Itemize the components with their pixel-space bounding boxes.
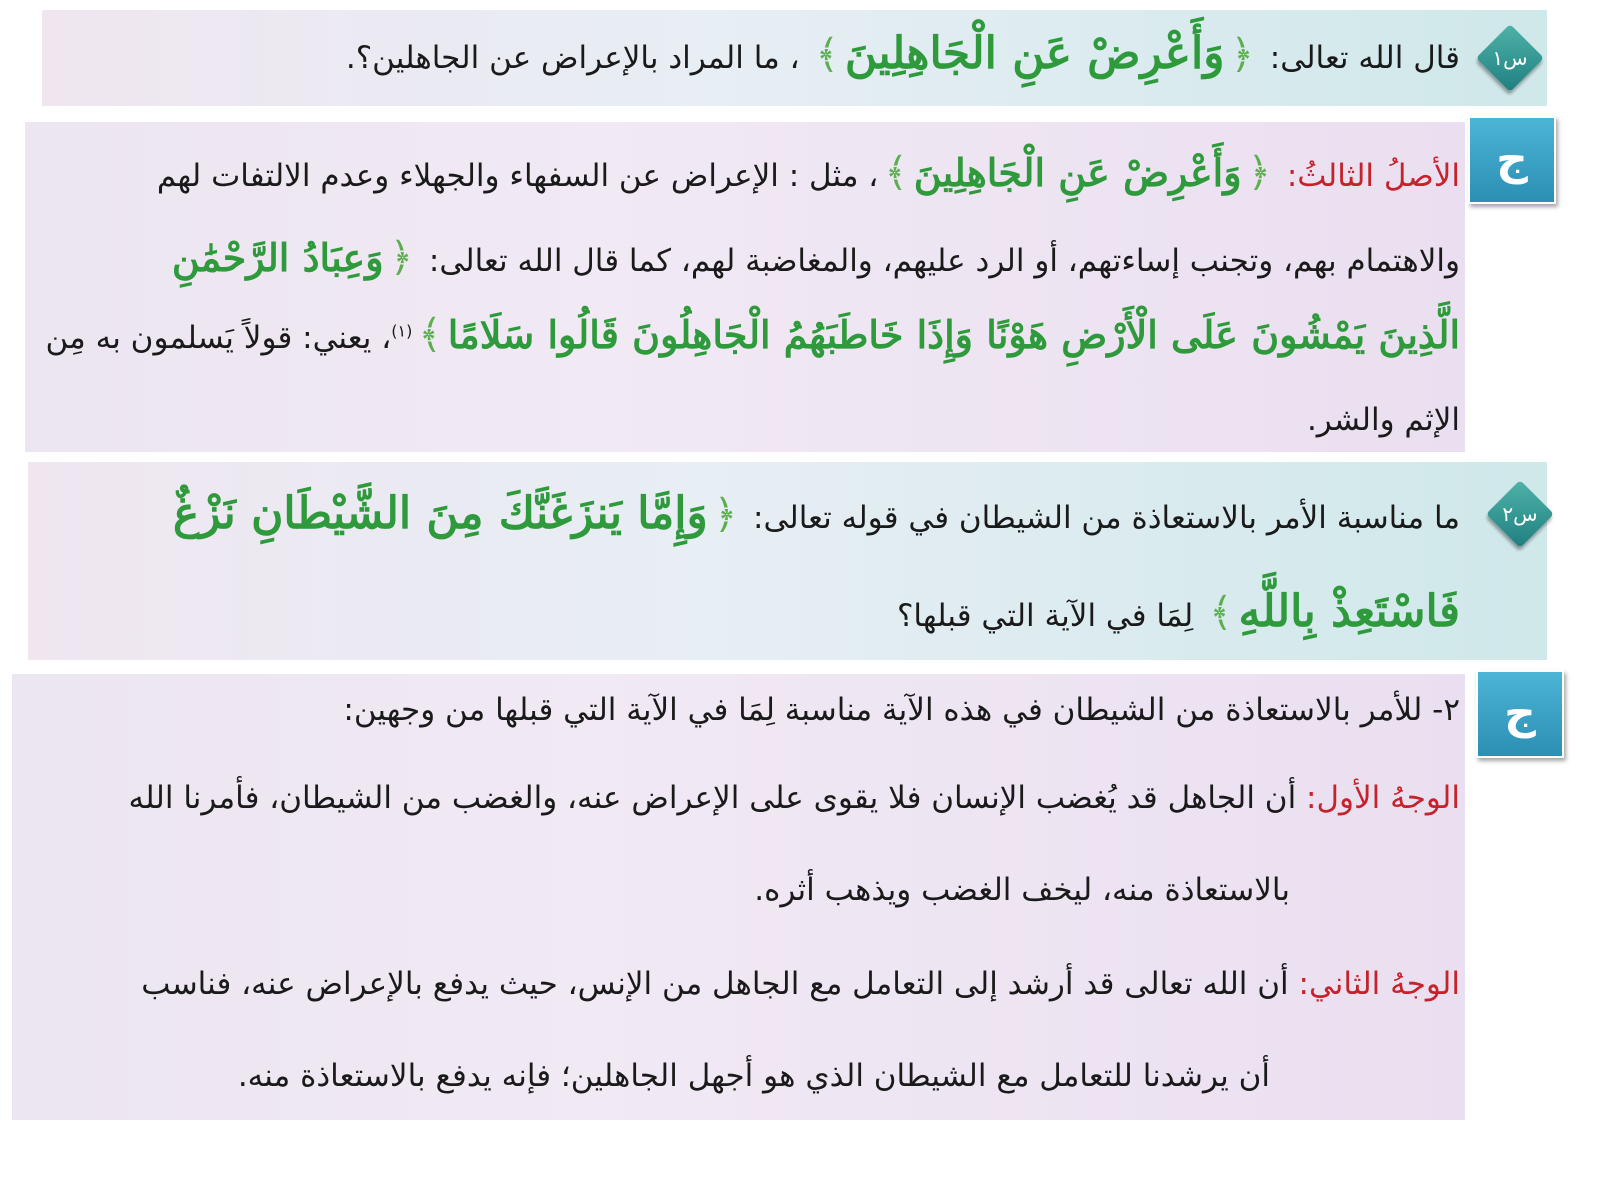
question-1-prefix: قال الله تعالى: xyxy=(1269,40,1460,76)
question-2-verse-2: فَاسْتَعِذْ بِاللَّهِ xyxy=(1238,586,1460,637)
answer-1-line-2-text: والاهتمام بهم، وتجنب إساءتهم، أو الرد عليهم، والمغاضبة لهم، كما قال الله تعالى: xyxy=(428,243,1460,279)
verse-bracket-open: ﴿ xyxy=(1230,32,1254,78)
question-1-verse: وَأَعْرِضْ عَنِ الْجَاهِلِينَ xyxy=(844,28,1225,79)
question-1-text xyxy=(346,28,1460,79)
answer-1-line-1 xyxy=(157,150,1460,196)
question-2-verse-1: وَإِمَّا يَنزَغَنَّكَ مِنَ الشَّيْطَانِ نَزْغٌ xyxy=(173,488,708,539)
answer-1-verse-2: وَعِبَادُ الرَّحْمَٰنِ xyxy=(171,235,384,280)
answer-2-line-2 xyxy=(129,780,1460,816)
question-2-line-1 xyxy=(173,488,1460,539)
question-1-suffix: ، ما المراد بالإعراض عن الجاهلين؟. xyxy=(345,40,800,76)
answer-1-badge: ج xyxy=(1468,116,1556,204)
answer-1-line-3-text: ، يعني: قولاً يَسلمون به مِن xyxy=(45,320,392,356)
verse-bracket-close: ﴾ xyxy=(884,150,908,196)
verse-bracket-open: ﴿ xyxy=(1247,150,1271,196)
question-1-badge-label: س١ xyxy=(1492,46,1528,70)
answer-2-line-5-text: أن يرشدنا للتعامل مع الشيطان الذي هو أجهل الجاهلين؛ فإنه يدفع بالاستعاذة منه. xyxy=(237,1058,1270,1094)
answer-2-line-4-text: أن الله تعالى قد أرشد إلى التعامل مع الجاهل من الإنس، حيث يدفع بالإعراض عنه، فناسب xyxy=(141,966,1289,1002)
question-2-line-2-text: لِمَا في الآية التي قبلها؟ xyxy=(896,598,1194,634)
answer-2-label-second: الوجهُ الثاني: xyxy=(1298,966,1460,1002)
answer-2-line-4 xyxy=(141,966,1460,1002)
verse-bracket-close: ﴾ xyxy=(1209,590,1233,636)
verse-bracket-open: ﴿ xyxy=(713,492,738,538)
answer-2-badge: ج xyxy=(1476,670,1564,758)
answer-2-line-2-text: أن الجاهل قد يُغضب الإنسان فلا يقوى على الإعراض عنه، والغضب من الشيطان، فأمرنا الله xyxy=(128,780,1297,816)
answer-2-label-first: الوجهُ الأول: xyxy=(1306,780,1460,816)
answer-1-line-2 xyxy=(172,235,1460,281)
question-1-badge xyxy=(1478,26,1542,90)
question-2-line-2 xyxy=(897,586,1460,637)
footnote-marker: (١) xyxy=(391,321,413,341)
answer-1-line-1-text: ، مثل : الإعراض عن السفهاء والجهلاء وعدم الالتفات لهم xyxy=(156,158,879,194)
verse-bracket-close: ﴾ xyxy=(815,32,839,78)
question-2-line-1-text: ما مناسبة الأمر بالاستعاذة من الشيطان في قوله تعالى: xyxy=(753,500,1460,536)
question-2-badge-label: س٢ xyxy=(1502,502,1538,526)
answer-2-line-3 xyxy=(754,872,1290,908)
answer-1-verse-1: وَأَعْرِضْ عَنِ الْجَاهِلِينَ xyxy=(913,150,1242,195)
answer-2-line-1-text: ٢- للأمر بالاستعاذة من الشيطان في هذه الآية مناسبة لِمَا في الآية التي قبلها من وجهين: xyxy=(343,692,1460,728)
answer-1-line-3 xyxy=(46,312,1460,358)
answer-2-line-5 xyxy=(238,1058,1270,1094)
verse-bracket-close: ﴾ xyxy=(418,312,442,358)
answer-1-label: الأصلُ الثالثُ: xyxy=(1286,158,1460,194)
answer-2-line-3-text: بالاستعاذة منه، ليخف الغضب ويذهب أثره. xyxy=(754,872,1290,908)
answer-2-line-1 xyxy=(343,692,1460,728)
answer-1-verse-3: الَّذِينَ يَمْشُونَ عَلَى الْأَرْضِ هَوْنًا وَإِذَا خَاطَبَهُمُ الْجَاهِلُونَ قَالُوا سَلَامًا xyxy=(447,312,1460,357)
question-2-badge xyxy=(1488,482,1552,546)
answer-1-line-4 xyxy=(1307,402,1460,438)
verse-bracket-open: ﴿ xyxy=(389,235,414,281)
answer-1-line-4-text: الإثم والشر. xyxy=(1306,402,1460,438)
